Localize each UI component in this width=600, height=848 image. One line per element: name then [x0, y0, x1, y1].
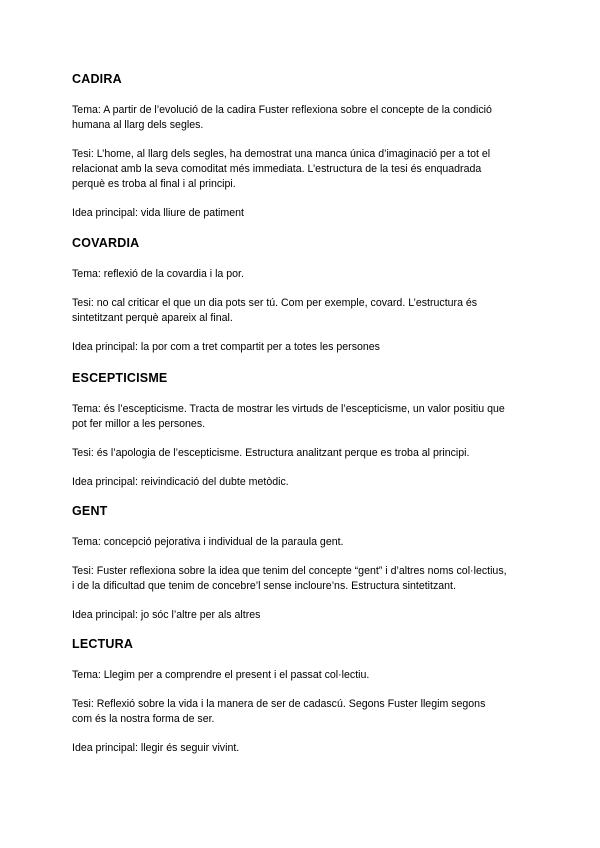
- section-lectura: [72, 637, 532, 756]
- section-cadira: [72, 72, 532, 221]
- text-line: Tema: reflexió de la covardia i la por.: [72, 268, 244, 280]
- text-line: i de la dificultad que tenim de concebre’l sense incloure’ns. Estructura sintetitzant.: [72, 580, 456, 592]
- text-line: Tema: concepció pejorativa i individual de la paraula gent.: [72, 536, 344, 548]
- idea-paragraph: Idea principal: llegir és seguir vivint.: [72, 742, 240, 754]
- idea-paragraph: Idea principal: reivindicació del dubte metòdic.: [72, 476, 289, 488]
- idea-paragraph: Idea principal: jo sóc l’altre per als altres: [72, 609, 261, 621]
- tema-paragraph: [72, 402, 532, 432]
- section-title: COVARDIA: [72, 236, 140, 250]
- idea-paragraph: Idea principal: vida lliure de patiment: [72, 207, 244, 219]
- text-line: Tema: A partir de l’evolució de la cadira Fuster reflexiona sobre el concepte de la condició: [72, 104, 492, 116]
- section-title: GENT: [72, 504, 108, 518]
- text-line: relacionat amb la seva comoditat més immediata. L’estructura de la tesi és enquadrada: [72, 163, 482, 175]
- text-line: Tesi: Fuster reflexiona sobre la idea que tenim del concepte “gent” i d’altres noms col·lectius,: [72, 565, 507, 577]
- tesi-paragraph: [72, 697, 532, 727]
- tesi-paragraph: [72, 446, 532, 461]
- section-title: ESCEPTICISME: [72, 371, 168, 385]
- text-line: Tema: Llegim per a comprendre el present i el passat col·lectiu.: [72, 669, 370, 681]
- text-line: humana al llarg dels segles.: [72, 119, 204, 131]
- tesi-paragraph: [72, 564, 532, 594]
- text-line: com és la nostra forma de ser.: [72, 713, 215, 725]
- section-title: LECTURA: [72, 637, 134, 651]
- text-line: Tesi: L’home, al llarg dels segles, ha demostrat una manca única d’imaginació per a tot el: [72, 148, 491, 160]
- text-line: Tesi: Reflexió sobre la vida i la manera de ser de cadascú. Segons Fuster llegim segons: [72, 698, 486, 710]
- tesi-paragraph: [72, 296, 532, 326]
- tema-paragraph: [72, 668, 532, 683]
- text-line: perquè es troba al final i al principi.: [72, 178, 236, 190]
- text-line: sintetitzant perquè apareix al final.: [72, 312, 233, 324]
- tema-paragraph: [72, 103, 532, 133]
- section-title: CADIRA: [72, 72, 122, 86]
- text-line: pot fer millor a les persones.: [72, 418, 206, 430]
- text-line: Tema: és l’escepticisme. Tracta de mostrar les virtuds de l’escepticisme, un valor positiu que: [72, 403, 505, 415]
- idea-paragraph: Idea principal: la por com a tret compartit per a totes les persones: [72, 341, 380, 353]
- tema-paragraph: [72, 535, 532, 550]
- text-line: Tesi: és l’apologia de l’escepticisme. Estructura analitzant perque es troba al principi.: [72, 447, 470, 459]
- section-covardia: [72, 236, 532, 355]
- tesi-paragraph: [72, 147, 532, 192]
- tema-paragraph: [72, 267, 532, 282]
- section-gent: [72, 504, 532, 623]
- section-escepticisme: [72, 371, 532, 490]
- text-line: Tesi: no cal criticar el que un dia pots ser tú. Com per exemple, covard. L’estructura és: [72, 297, 478, 309]
